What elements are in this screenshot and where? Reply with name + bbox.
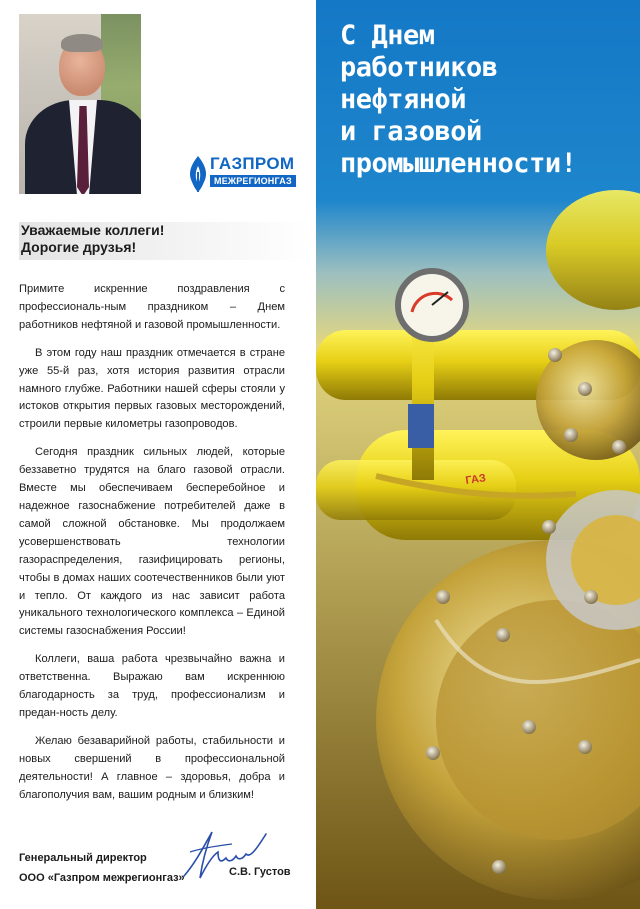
gazprom-logo (186, 154, 296, 194)
greeting-line-1: Уважаемые коллеги! (21, 222, 165, 238)
pipe-label: ГАЗ (464, 472, 487, 487)
bolt (436, 590, 450, 604)
bolt (522, 720, 536, 734)
headline-line: промышленности! (340, 148, 577, 179)
bolt (548, 348, 562, 362)
greeting-box (19, 222, 309, 260)
director-portrait (19, 14, 141, 194)
greeting-line-2: Дорогие друзья! (21, 239, 137, 255)
headline-line: нефтяной (340, 84, 467, 115)
bolt (584, 590, 598, 604)
bolt (542, 520, 556, 534)
bolt (578, 740, 592, 754)
photo-panel (316, 0, 640, 909)
headline-line: работников (340, 52, 498, 83)
bolt (612, 440, 626, 454)
bolt (564, 428, 578, 442)
signatory-block (19, 848, 185, 888)
bolt (578, 382, 592, 396)
letter-paragraph: Примите искренние поздравления с профессиональ-ным праздником – Днем работников нефтяной и газовой промышленности. (19, 283, 285, 331)
letter-column (0, 0, 316, 909)
bolt (496, 628, 510, 642)
letter-paragraph: Сегодня праздник сильных людей, которые беззаветно трудятся на благо газовой отрасли. Вместе мы обеспечиваем бесперебойное и надежное газоснабжение потребителей даже в самой сложной обстановке. Мы продолжаем усовершенствовать технологии газораспределения, газифицировать регионы, чтобы в домах наших соотечественников были уют и тепло. От каждого из нас зависит работа уникального технологического комплекса – Единой системы газоснабжения России! (19, 446, 285, 638)
bolt (492, 860, 506, 874)
letter-body (19, 281, 285, 814)
letter-paragraph: В этом году наш праздник отмечается в стране уже 55-й раз, хотя история развития отрасли намного глубже. Работники нашей сферы стояли у истоков открытия первых газовых месторождений, строили первые километры газопроводов. (19, 346, 285, 431)
logo-brand: ГАЗПРОМ (210, 154, 295, 173)
headline-line: и газовой (340, 116, 482, 147)
bolt (426, 746, 440, 760)
letter-paragraph: Коллеги, ваша работа чрезвычайно важна и ответственна. Выражаю вам искреннюю благодарность за труд, профессионализм и предан-ность делу. (19, 653, 285, 719)
letter-paragraph: Желаю безаварийной работы, стабильности и новых свершений в профессиональной деятельности! А главное – здоровья, добра и благополучия вам, вашим родным и близким! (19, 734, 285, 801)
signatory-company: ООО «Газпром межрегионгаз» (19, 872, 185, 884)
holiday-headline (340, 20, 630, 180)
signatory-name: С.В. Густов (229, 866, 291, 878)
flame-icon (186, 154, 210, 194)
signatory-position: Генеральный директор (19, 852, 147, 864)
logo-subbrand: МЕЖРЕГИОНГАЗ (210, 175, 296, 187)
headline-line: С Днем (340, 20, 435, 51)
